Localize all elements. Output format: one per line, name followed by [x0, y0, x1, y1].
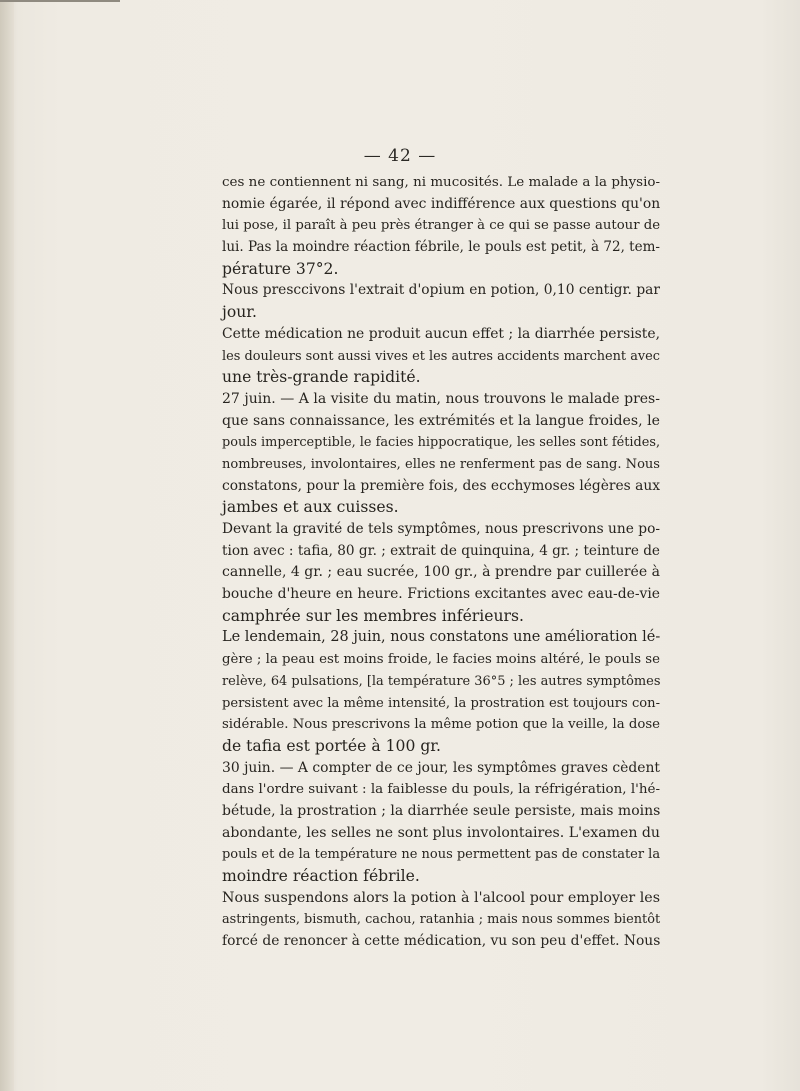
- text-line: persistent avec la même intensité, la prostration est toujours con-: [222, 695, 660, 711]
- text-line: pouls imperceptible, le facies hippocratique, les selles sont fétides,: [222, 435, 661, 451]
- text-line: constatons, pour la première fois, des ecchymoses légères aux: [222, 477, 661, 494]
- text-line: Devant la gravité de tels symptômes, nous prescrivons une po-: [222, 521, 660, 537]
- text-line: une très-grande rapidité.: [222, 368, 421, 387]
- text-line: relève, 64 pulsations, [la température 36°5 ; les autres symptômes: [222, 673, 661, 689]
- text-line: les douleurs sont aussi vives et les autres accidents marchent avec: [222, 348, 660, 364]
- page-number: — 42 —: [363, 146, 437, 166]
- text-line: pérature 37°2.: [222, 259, 339, 278]
- text-line: tion avec : tafia, 80 gr. ; extrait de quinquina, 4 gr. ; teinture de: [222, 542, 660, 559]
- text-line: bouche d'heure en heure. Frictions excitantes avec eau-de-vie: [222, 586, 660, 603]
- text-line: que sans connaissance, les extrémités et la langue froides, le: [222, 412, 660, 429]
- text-line: forcé de renoncer à cette médication, vu son peu d'effet. Nous: [222, 933, 661, 950]
- text-line: lui. Pas la moindre réaction fébrile, le pouls est petit, à 72, tem-: [222, 239, 660, 256]
- text-line: sidérable. Nous prescrivons la même potion que la veille, la dose: [222, 717, 660, 733]
- text-line: abondante, les selles ne sont plus involontaires. L'examen du: [222, 824, 660, 841]
- text-line: jour.: [222, 303, 257, 322]
- text-line: lui pose, il paraît à peu près étranger à ce qui se passe autour de: [222, 218, 661, 234]
- text-line: Cette médication ne produit aucun effet ; la diarrhée persiste,: [222, 325, 660, 342]
- text-line: 27 juin. — A la visite du matin, nous trouvons le malade pres-: [222, 390, 660, 407]
- text-line: dans l'ordre suivant : la faiblesse du pouls, la réfrigération, l'hé-: [222, 782, 660, 798]
- body-text: [222, 172, 660, 953]
- text-line: astringents, bismuth, cachou, ratanhia ; mais nous sommes bientôt: [222, 912, 661, 928]
- text-line: 30 juin. — A compter de ce jour, les symptômes graves cèdent: [222, 759, 660, 776]
- text-line: cannelle, 4 gr. ; eau sucrée, 100 gr., à prendre par cuillerée à: [222, 564, 660, 581]
- text-line: jambes et aux cuisses.: [222, 498, 399, 517]
- text-line: gère ; la peau est moins froide, le facies moins altéré, le pouls se: [222, 652, 660, 668]
- top-rule: [0, 0, 120, 2]
- text-line: moindre réaction fébrile.: [222, 867, 420, 885]
- text-line: ces ne contiennent ni sang, ni mucosités. Le malade a la physio-: [222, 175, 660, 190]
- text-line: camphrée sur les membres inférieurs.: [222, 606, 524, 625]
- text-line: Le lendemain, 28 juin, nous constatons une amélioration lé-: [222, 629, 661, 646]
- text-line: Nous presccivons l'extrait d'opium en potion, 0,10 centigr. par: [222, 282, 660, 299]
- text-line: nombreuses, involontaires, elles ne renferment pas de sang. Nous: [222, 456, 660, 472]
- text-line: Nous suspendons alors la potion à l'alcool pour employer les: [222, 889, 660, 906]
- text-line: nomie égarée, il répond avec indifférence aux questions qu'on: [222, 195, 661, 212]
- text-line: de tafia est portée à 100 gr.: [222, 736, 441, 755]
- text-line: pouls et de la température ne nous permettent pas de constater la: [222, 847, 661, 863]
- text-line: bétude, la prostration ; la diarrhée seule persiste, mais moins: [222, 802, 661, 819]
